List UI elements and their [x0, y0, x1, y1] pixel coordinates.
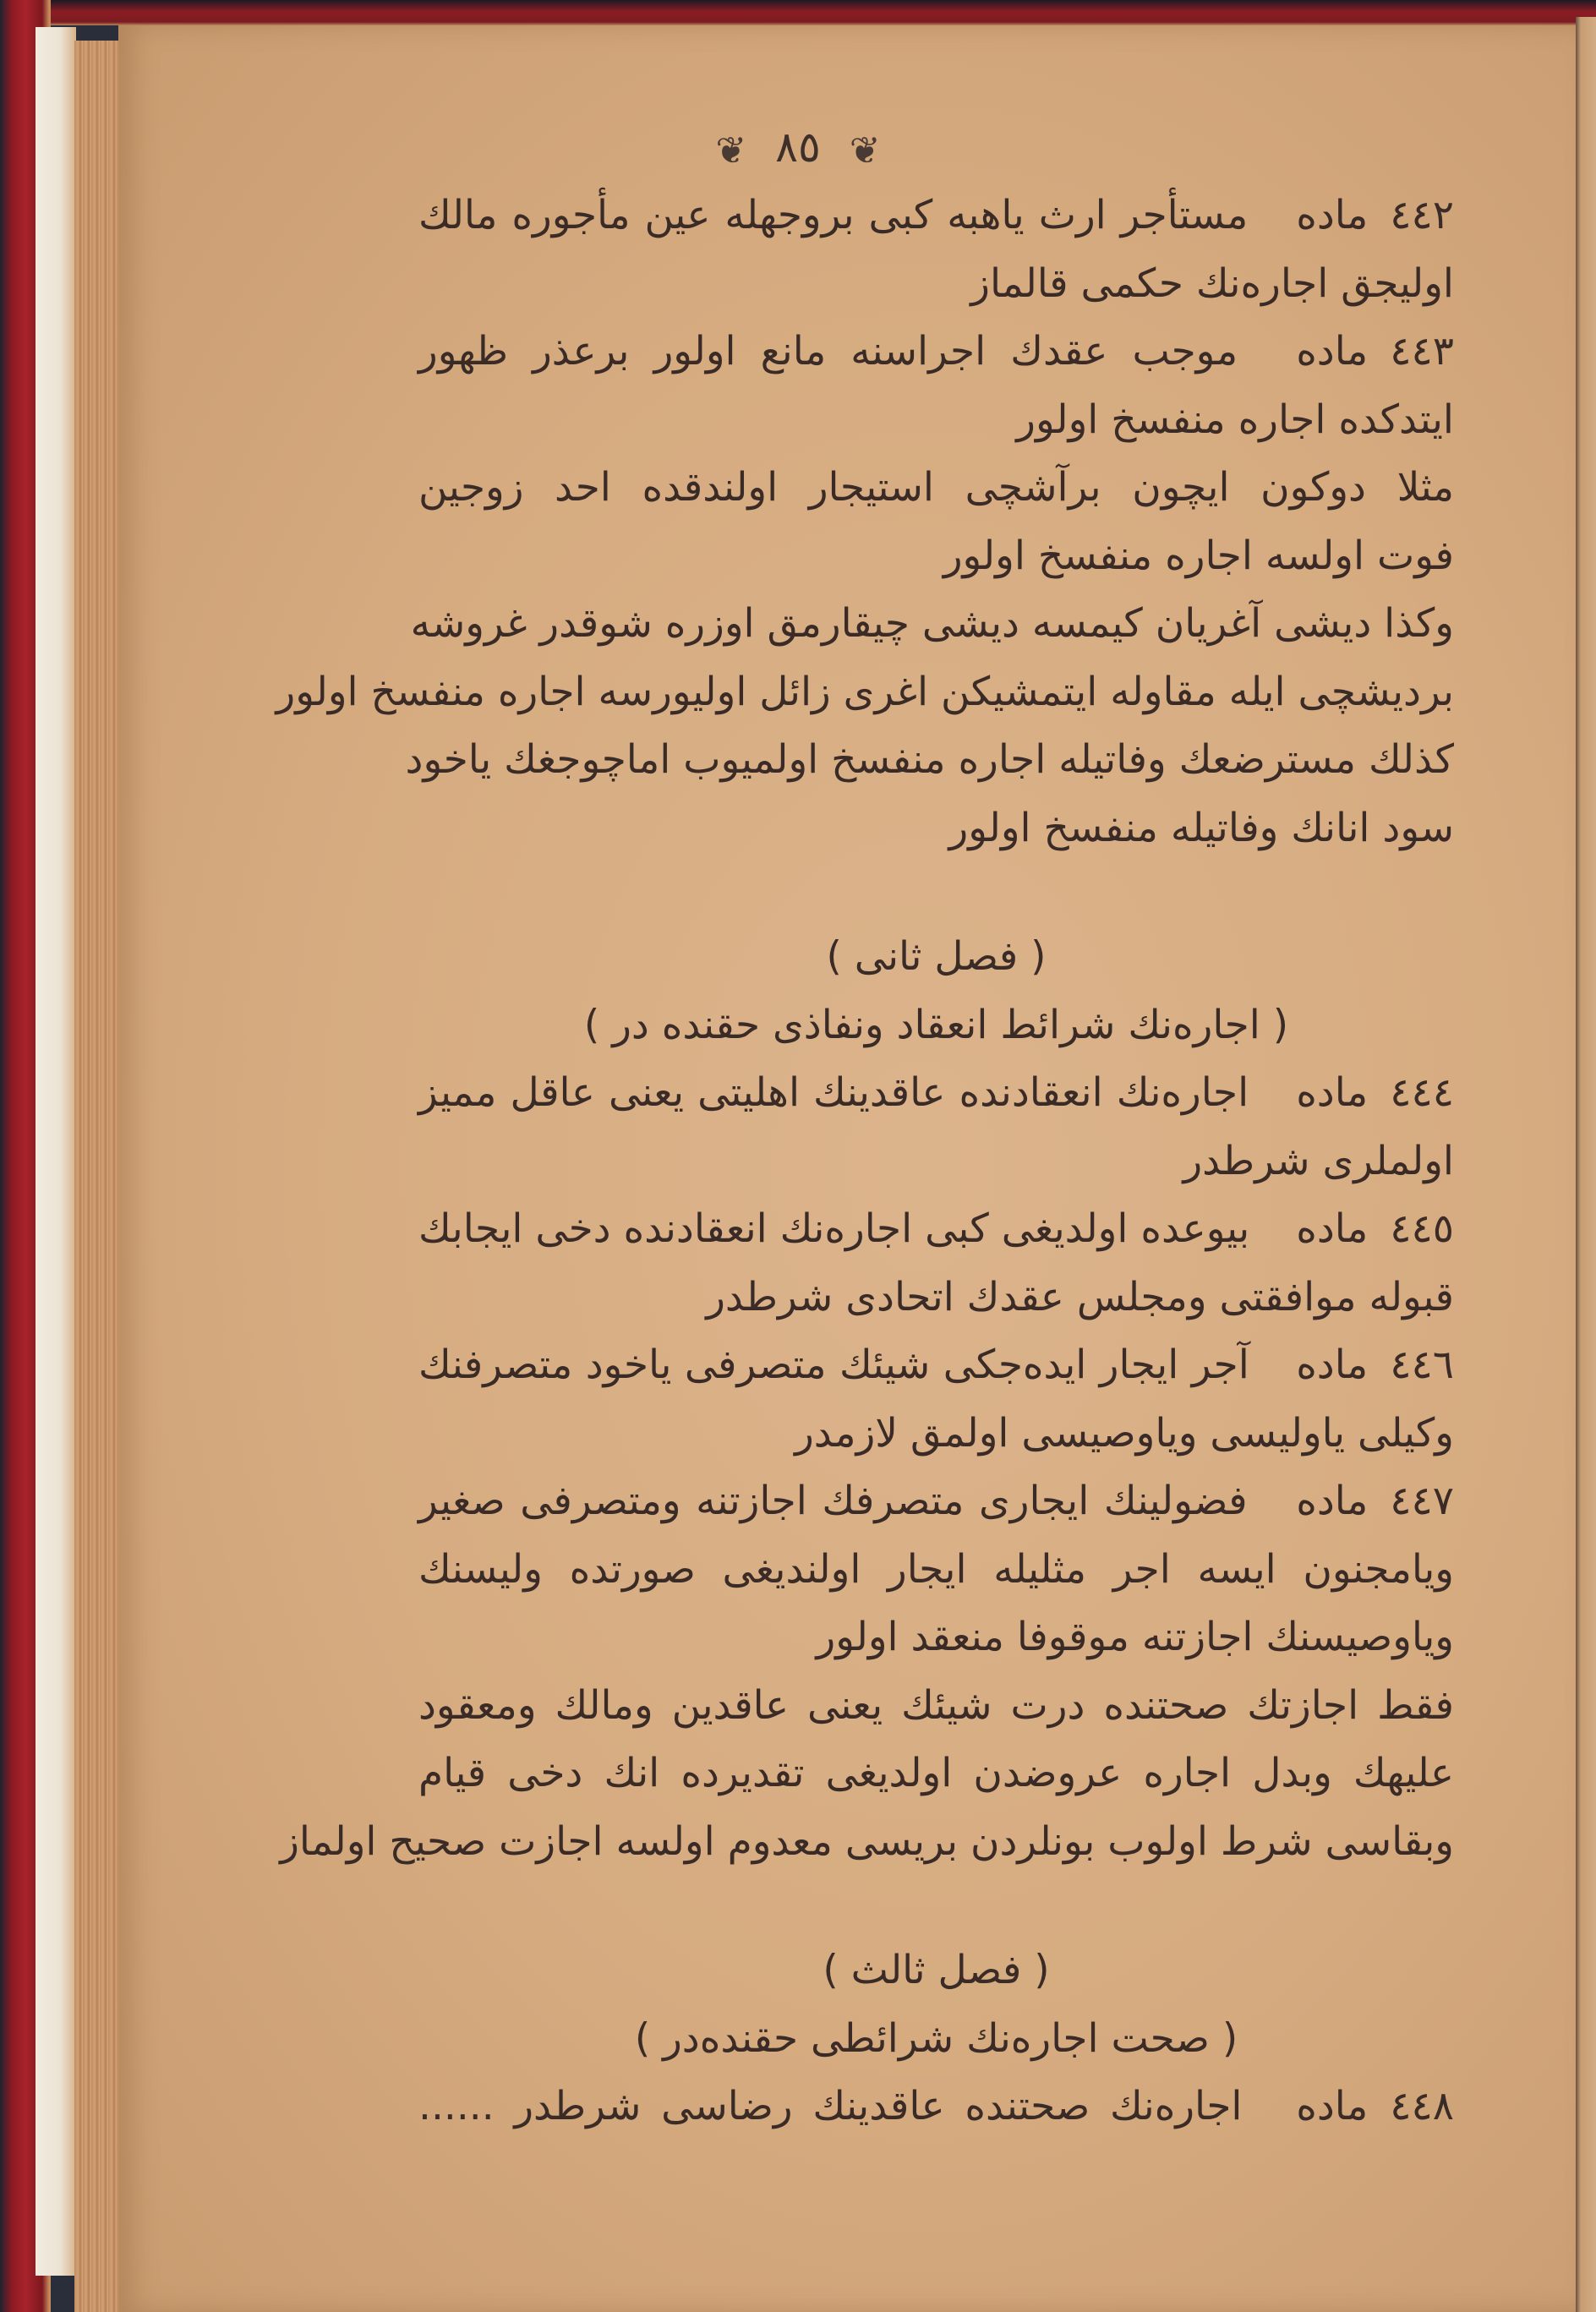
article-text: مستأجر ارث یاهبه کبی بروجهله عین مأجوره مالك: [418, 192, 1249, 238]
floral-ornament-icon: ❦: [849, 128, 881, 172]
article-number: ٤٤٨: [1390, 2083, 1454, 2129]
article-447-line-1: [418, 1468, 1454, 1536]
article-text: بیوعده اولدیغی کبی اجاره‌نك انعقادنده دخی ایجابك: [418, 1205, 1250, 1252]
article-443-line-3: مثلا دوکون ایچون برآشچی استیجار اولندقده احد زوجین: [418, 464, 1454, 511]
article-label: ماده: [1296, 192, 1369, 238]
article-label: ماده: [1296, 1069, 1369, 1116]
article-442-line-2: اولیجق اجاره‌نك حکمی قالماز: [970, 260, 1454, 307]
article-label: ماده: [1296, 1342, 1369, 1388]
article-447-line-6: وبقاسی شرط اولوب بونلردن بریسی معدوم اولسه اجازت صحیح اولماز: [280, 1817, 1454, 1865]
article-447-line-4: فقط اجازتك صحتنده درت شیئك یعنی عاقدین ومالك ومعقود: [418, 1681, 1454, 1729]
article-label: ماده: [1296, 328, 1369, 374]
article-445-line-1: [418, 1195, 1454, 1264]
section-2-title: ( فصل ثانی ): [826, 933, 1047, 980]
article-number: ٤٤٧: [1390, 1478, 1454, 1524]
article-444-line-2: اولملری شرطدر: [1183, 1137, 1454, 1184]
article-label: ماده: [1296, 2083, 1369, 2129]
floral-ornament-icon: ❦: [715, 128, 747, 172]
article-446-line-1: [418, 1331, 1454, 1400]
article-443-line-5: وکذا دیشی آغریان کیمسه دیشی چیقارمق اوزره شوقدر غروشه: [410, 600, 1454, 647]
page-number: ٨٥: [775, 123, 821, 172]
article-number: ٤٤٤: [1390, 1069, 1454, 1116]
article-443-line-7: کذلك مسترضعك وفاتیله اجاره منفسخ اولمیوب اماچوجغك یاخود: [405, 736, 1454, 783]
article-label: ماده: [1296, 1205, 1369, 1252]
section-3-title: ( فصل ثالث ): [823, 1947, 1050, 1993]
article-443-line-8: سود انانك وفاتیله منفسخ اولور: [948, 804, 1454, 851]
article-443-line-6: بردیشچی ایله مقاوله ایتمشیکن اغری زائل اولیورسه اجاره منفسخ اولور: [276, 668, 1454, 715]
article-444-line-1: [418, 1059, 1454, 1128]
flyleaf-paper: [36, 27, 76, 2276]
article-number: ٤٤٣: [1390, 328, 1454, 374]
article-number: ٤٤٢: [1390, 192, 1454, 238]
page-edges-stack: [74, 41, 118, 2312]
page-number-header: [0, 123, 1596, 172]
section-2-subtitle: ( اجاره‌نك شرائط انعقاد ونفاذی حقنده در ): [583, 1001, 1289, 1048]
article-448-line-1: [418, 2073, 1454, 2141]
article-445-line-2: قبوله موافقتی ومجلس عقدك اتحادی شرطدر: [706, 1273, 1454, 1320]
article-label: ماده: [1296, 1478, 1369, 1524]
article-442-line-1: [418, 182, 1454, 250]
article-text: فضولینك ایجاری متصرفك اجازتنه ومتصرفی صغیر: [418, 1478, 1248, 1524]
article-text: آجر ایجار ایده‌جکی شیئك متصرفی یاخود متصرفنك: [418, 1342, 1249, 1388]
article-text: اجاره‌نك انعقادنده عاقدینك اهلیتی یعنی عاقل ممیز: [418, 1069, 1249, 1116]
section-3-subtitle: ( صحت اجاره‌نك شرائطی حقنده‌در ): [634, 2014, 1238, 2062]
section-gap: [418, 1876, 1454, 1937]
article-443-line-1: [418, 318, 1454, 386]
article-number: ٤٤٥: [1390, 1205, 1454, 1252]
page-body-text: [276, 182, 1454, 2141]
article-443-line-2: ایتدکده اجاره منفسخ اولور: [1016, 396, 1454, 443]
section-gap: [418, 862, 1454, 923]
article-447-line-3: ویاوصیسنك اجازتنه موقوفا منعقد اولور: [816, 1614, 1454, 1660]
article-text: موجب عقدك اجراسنه مانع اولور برعذر ظهور: [418, 328, 1238, 374]
article-number: ٤٤٦: [1390, 1342, 1454, 1388]
page-right-edge: [1576, 17, 1596, 2312]
article-446-line-2: وکیلی یاولیسی ویاوصیسی اولمق لازمدر: [795, 1409, 1454, 1457]
article-text: اجاره‌نك صحتنده عاقدینك رضاسی شرطدر ......: [418, 2083, 1243, 2129]
article-447-line-5: علیهك وبدل اجاره عروضدن اولدیغی تقدیرده انك دخی قیام: [418, 1750, 1454, 1796]
article-447-line-2: ویامجنون ایسه اجر مثلیله ایجار اولندیغی صورتده ولیسنك: [418, 1545, 1454, 1593]
article-443-line-4: فوت اولسه اجاره منفسخ اولور: [943, 532, 1454, 579]
book-cover-top-edge: [0, 0, 1596, 25]
